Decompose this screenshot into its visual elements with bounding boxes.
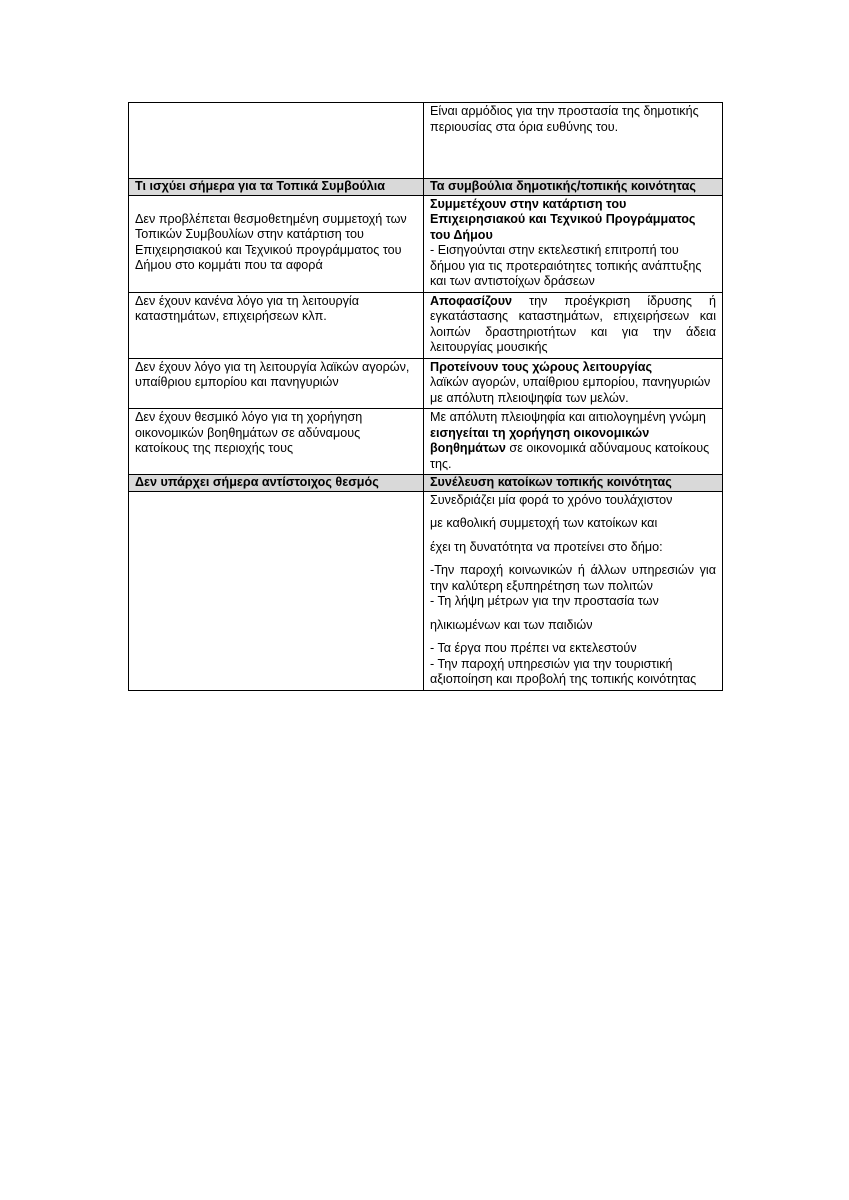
table-cell: Δεν έχουν κανένα λόγο για τη λειτουργία καταστημάτων, επιχειρήσεων κλπ. (129, 292, 424, 358)
table-row (129, 491, 723, 690)
cell-bold-text: Προτείνουν τους χώρους λειτουργίας (430, 359, 653, 374)
table-cell: Δεν έχουν λόγο για τη λειτουργία λαϊκών αγορών, υπαίθριου εμπορίου και πανηγυριών (129, 358, 424, 409)
cell-text: - Την παροχή υπηρεσιών για την τουριστική αξιοποίηση και προβολή της τοπικής κοινότητας (430, 656, 697, 686)
header-cell-left: Τι ισχύει σήμερα για τα Τοπικά Συμβούλια (129, 179, 424, 196)
table-cell (424, 195, 723, 292)
table-row (129, 292, 723, 358)
cell-text: Συνεδριάζει μία φορά το χρόνο τουλάχιστον (430, 492, 673, 507)
cell-text: λαϊκών αγορών, υπαίθριου εμπορίου, πανηγυριών με απόλυτη πλειοψηφία των μελών. (430, 375, 711, 405)
cell-text: - Εισηγούνται στην εκτελεστική επιτροπή του δήμου για τις προτεραιότητες τοπικής ανάπτυξης και των αντιστοίχων δράσεων (430, 243, 702, 288)
table-header-row (129, 179, 723, 196)
cell-text: την προέγκριση ίδρυσης ή εγκατάστασης καταστημάτων, επιχειρήσεων και λοιπών δραστηριοτήτων και για την άδεια λειτουργίας μουσικής (430, 293, 716, 354)
table-cell-empty (129, 103, 424, 179)
table-cell (424, 103, 723, 179)
table-row (129, 409, 723, 475)
table-header-row (129, 475, 723, 492)
cell-text: Είναι αρμόδιος για την προστασία της δημοτικής περιουσίας στα όρια ευθύνης του. (430, 104, 699, 134)
table-cell: Δεν προβλέπεται θεσμοθετημένη συμμετοχή των Τοπικών Συμβουλίων στην κατάρτιση του Επιχειρησιακού και Τεχνικού προγράμματος του Δήμου στο κομμάτι που τα αφορά (129, 195, 424, 292)
table-cell (424, 409, 723, 475)
table-cell-empty (129, 491, 424, 690)
cell-text: -Την παροχή κοινωνικών ή άλλων υπηρεσιών για την καλύτερη εξυπηρέτηση των πολιτών (430, 563, 716, 593)
table-row (129, 103, 723, 179)
cell-text: έχει τη δυνατότητα να προτείνει στο δήμο: (430, 539, 663, 554)
comparison-table (128, 102, 723, 691)
header-cell-right: Τα συμβούλια δημοτικής/τοπικής κοινότητας (424, 179, 723, 196)
cell-text: - Τα έργα που πρέπει να εκτελεστούν (430, 641, 637, 655)
cell-text: σε οικονομικά αδύναμους κατοίκους της. (430, 441, 710, 471)
table-cell (424, 491, 723, 690)
table-row (129, 195, 723, 292)
table-cell (424, 292, 723, 358)
table-row (129, 358, 723, 409)
header-cell-left: Δεν υπάρχει σήμερα αντίστοιχος θεσμός (129, 475, 424, 492)
table-cell: Δεν έχουν θεσμικό λόγο για τη χορήγηση οικονομικών βοηθημάτων σε αδύναμους κατοίκους της περιοχής τους (129, 409, 424, 475)
cell-bold-text: Συμμετέχουν στην κατάρτιση του Επιχειρησιακού και Τεχνικού Προγράμματος του Δήμου (430, 196, 696, 242)
cell-bold-text: Αποφασίζουν (430, 293, 513, 308)
table-cell (424, 358, 723, 409)
cell-text: ηλικιωμένων και των παιδιών (430, 617, 593, 632)
header-cell-right: Συνέλευση κατοίκων τοπικής κοινότητας (424, 475, 723, 492)
cell-text: με καθολική συμμετοχή των κατοίκων και (430, 516, 658, 530)
cell-bold-text: εισηγείται τη χορήγηση οικονομικών βοηθημάτων (430, 425, 650, 455)
cell-text: Με απόλυτη πλειοψηφία και αιτιολογημένη γνώμη (430, 410, 706, 424)
cell-text: - Τη λήψη μέτρων για την προστασία των (430, 594, 659, 608)
